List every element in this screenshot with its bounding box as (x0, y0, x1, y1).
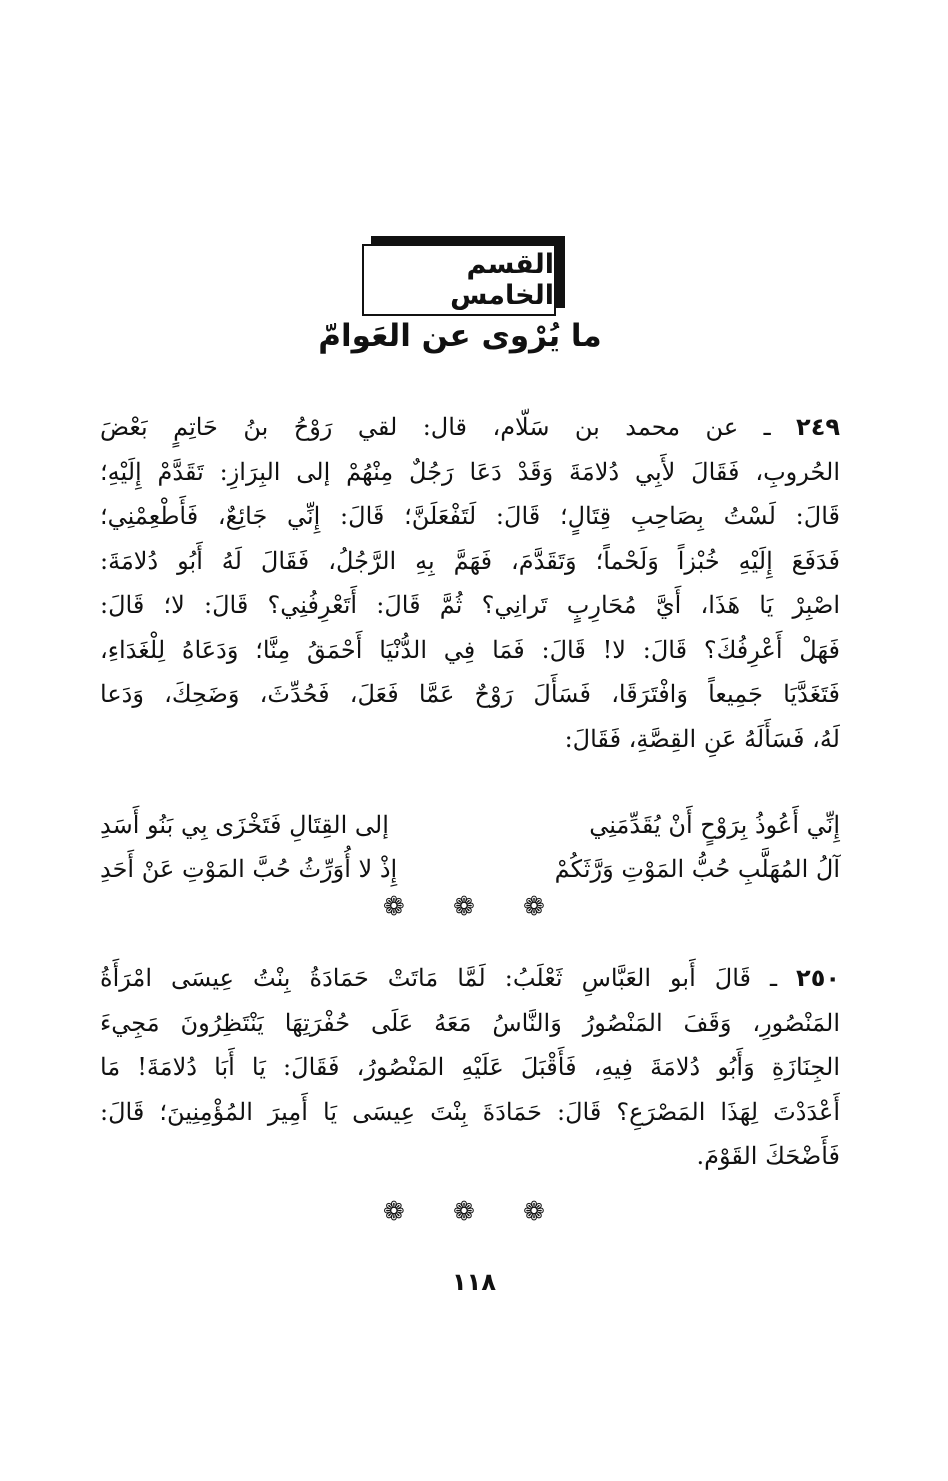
verse-second-hemistich: إلى القِتَالِ فَتَخْزَى بِي بَنُو أَسَدِ (100, 811, 389, 839)
story-249-line: فَدَفَعَ إِلَيْهِ خُبْزاً وَلَحْماً؛ وَتَقَدَّمَ، فَهَمَّ بِهِ الرَّجُلُ، فَقَالَ لَهُ أَبُو دُلامَةَ: (100, 546, 840, 575)
story-249-line: فَهَلْ أَعْرِفُكَ؟ قَالَ: لا! قَالَ: فَمَا فِي الدُّنْيَا أَحْمَقُ مِنَّا؛ وَدَعَاهُ لِلْغَدَاءِ، (100, 635, 840, 664)
story-250-line: ٢٥٠ ـ قَالَ أَبو العَبَّاسِ ثَعْلَبُ: لَمَّا مَاتَتْ حَمَادَةُ بِنْتُ عِيسَى امْرَأَةُ (100, 964, 840, 992)
story-249-line: فَتَغَدَّيَا جَمِيعاً وَافْتَرَقَا، فَسَأَلَ رَوْحٌ عَمَّا فَعَلَ، فَحُدِّثَ، وَضَحِكَ، وَدَعا (100, 680, 840, 708)
page-number: ١١٨ (452, 1268, 496, 1296)
story-249-line: ٢٤٩ ـ عن محمد بن سَلّام، قال: لقي رَوْحُ بنُ حَاتِمٍ بَعْضَ (100, 413, 840, 441)
verse-first-hemistich: آلُ المُهَلَّبِ حُبُّ المَوْتِ وَرَّثَكُمْ (554, 855, 840, 883)
story-250 (100, 956, 840, 1179)
story-number: ٢٥٠ (796, 964, 840, 992)
story-249-line: الحُروبِ، فَقَالَ لأَبِي دُلامَةَ وَقَدْ دَعَا رَجُلٌ مِنْهُمْ إلى البِرَازِ: تَقَدَّمْ إِلَيْهِ؛ (100, 457, 840, 486)
story-249-line: اصْبِرْ يَا هَذَا، أَيَّ مُحَارِبٍ تَرانِي؟ ثُمَّ قَالَ: أَتَعْرِفُنِي؟ قَالَ: لا؛ قَالَ: (100, 591, 840, 619)
separator-stars: ❁ ❁ ❁ (383, 1197, 565, 1227)
chapter-title: ما يُرْوى عن العَوامّ (318, 318, 602, 354)
story-250-line: فَأَضْحَكَ القَوْمَ. (696, 1142, 840, 1170)
section-label-box (362, 244, 556, 316)
poem (100, 803, 840, 891)
poem-verse (100, 847, 840, 891)
story-250-line: الجِنَازَةِ وَأَبُو دُلامَةَ فِيهِ، فَأَقْبَلَ عَلَيْهِ المَنْصُورُ، فَقَالَ: يَا أَبَا دُلامَةَ! مَا (100, 1053, 840, 1081)
separator-stars: ❁ ❁ ❁ (383, 892, 565, 922)
poem-verse (100, 803, 840, 847)
story-250-line: المَنْصُورِ، وَقَفَ المَنْصُورُ وَالنَّاسُ مَعَهُ عَلَى حُفْرَتِهَا يَنْتَظِرُونَ مَجِيءَ (100, 1008, 840, 1037)
story-249 (100, 405, 840, 761)
story-249-line: لَهُ، فَسَأَلَهُ عَنِ القِصَّةِ، فَقَالَ: (564, 724, 840, 753)
story-249-line: قَالَ: لَسْتُ بِصَاحِبِ قِتَالٍ؛ قَالَ: لَتَفْعَلَنَّ؛ قَالَ: إِنِّي جَائِعٌ، فَأَطْعِمْنِي؛ (100, 502, 840, 530)
section-label: القسم الخامس (450, 249, 554, 311)
verse-second-hemistich: إِذْ لا أُوَرِّثُ حُبَّ المَوْتِ عَنْ أَحَدِ (100, 855, 398, 883)
verse-first-hemistich: إِنِّي أَعُوذُ بِرَوْحٍ أَنْ يُقَدِّمَنِي (589, 811, 840, 839)
story-250-line: أَعْدَدْتَ لِهَذَا المَصْرَعِ؟ قَالَ: حَمَادَةَ بِنْتَ عِيسَى يَا أَمِيرَ المُؤْمِنِينَ؛ قَالَ: (100, 1097, 840, 1126)
story-number: ٢٤٩ (796, 413, 840, 441)
